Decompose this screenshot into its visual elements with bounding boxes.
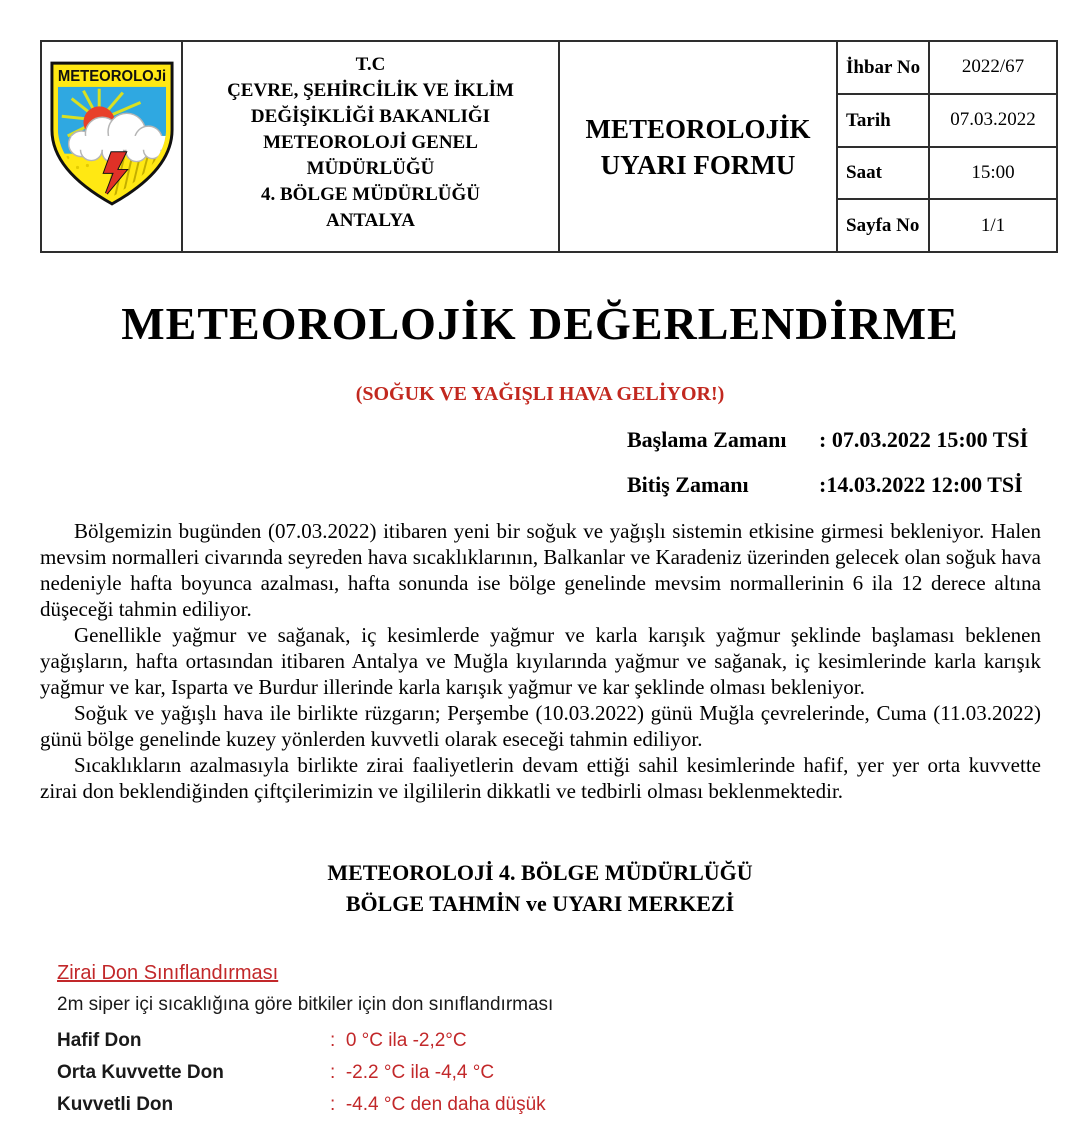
logo-wordmark: METEOROLOJi (57, 67, 166, 85)
start-time-value: : 07.03.2022 15:00 TSİ (819, 427, 1029, 452)
assessment-paragraph: Genellikle yağmur ve sağanak, iç kesimlerde yağmur ve karla karışık yağmur şeklinde başlaması beklenen yağışların, hafta ortasından itibaren Antalya ve Muğla kıyılarında yağmur ve sağanak, iç kesimlerinde karla karışık yağmur ve kar, Isparta ve Burdur illerinde karla karışık yağmur ve kar şeklinde olması bekleniyor. (40, 623, 1041, 699)
assessment-paragraph: Soğuk ve yağışlı hava ile birlikte rüzgarın; Perşembe (10.03.2022) günü Muğla çevrelerinde, Cuma (11.03.2022) günü bölge genelinde kuzey yönlerden kuvvetli olarak eseceği tahmin ediliyor. (40, 701, 1041, 751)
start-time-label: Başlama Zamanı (627, 427, 787, 452)
info-label: Tarih (838, 95, 930, 146)
assessment-paragraph: Bölgemizin bugünden (07.03.2022) itibaren yeni bir soğuk ve yağışlı sistemin etkisine girmesi bekleniyor. Halen mevsim normalleri civarında seyreden hava sıcaklıklarının, Balkanlar ve Karadeniz üzerinden gelecek olan soğuk hava nedeniyle hafta boyunca azalması, hafta sonunda ise bölge genelinde mevsim normallerinin 6 ila 12 derece altına düşeceği tahmin ediliyor. (40, 519, 1041, 621)
logo-cell (42, 42, 183, 251)
frost-value: : -2.2 °C ila -4,4 °C (330, 1062, 495, 1083)
frost-label: Orta Kuvvette Don (57, 1062, 224, 1083)
info-row-ihbar-no (838, 42, 1056, 95)
frost-row-orta (57, 1057, 553, 1089)
frost-heading: Zirai Don Sınıflandırması (57, 962, 279, 984)
start-time-row (627, 428, 1028, 452)
ministry-title-line: T.C (355, 54, 386, 75)
frost-value: : 0 °C ila -2,2°C (330, 1030, 467, 1051)
time-block (627, 428, 1028, 497)
ministry-title-line: ÇEVRE, ŞEHİRCİLİK VE İKLİM (227, 80, 514, 101)
frost-value: : -4.4 °C den daha düşük (330, 1094, 546, 1115)
signature-line: BÖLGE TAHMİN ve UYARI MERKEZİ (345, 891, 735, 916)
info-value: 07.03.2022 (950, 109, 1036, 131)
info-value: 15:00 (971, 161, 1015, 183)
end-time-label: Bitiş Zamanı (627, 472, 749, 497)
signature-block (0, 857, 1080, 919)
ministry-title (183, 42, 560, 251)
end-time-row (627, 473, 1028, 497)
page-title: METEOROLOJİK DEĞERLENDİRME (121, 298, 959, 349)
assessment-paragraph: Sıcaklıkların azalmasıyla birlikte zirai faaliyetlerin devam ettiği sahil kesimlerinde hafif, yer yer orta kuvvette zirai don beklendiğinden çiftçilerimizin ve ilgililerin dikkatli ve tedbirli olması beklenmektedir. (40, 753, 1041, 803)
assessment-body (40, 518, 1041, 804)
frost-row-hafif (57, 1025, 553, 1057)
form-info-table (838, 42, 1056, 251)
info-row-saat (838, 148, 1056, 201)
ministry-title-line: MÜDÜRLÜĞÜ (306, 158, 435, 179)
frost-row-kuvvetli (57, 1089, 553, 1121)
ministry-title-line: 4. BÖLGE MÜDÜRLÜĞÜ (260, 184, 481, 205)
frost-label: Hafif Don (57, 1030, 142, 1051)
frost-description: 2m siper içi sıcaklığına göre bitkiler için don sınıflandırması (57, 994, 554, 1015)
end-time-value: :14.03.2022 12:00 TSİ (819, 472, 1023, 497)
ministry-title-line: ANTALYA (325, 210, 416, 231)
meteoroloji-logo-icon (48, 58, 176, 208)
header-table (40, 40, 1058, 253)
ministry-title-line: DEĞİŞİKLİĞİ BAKANLIĞI (250, 106, 491, 127)
form-title-line: METEOROLOJİK (585, 113, 811, 144)
signature-line: METEOROLOJİ 4. BÖLGE MÜDÜRLÜĞÜ (327, 860, 753, 885)
form-title (560, 42, 838, 251)
info-label: İhbar No (838, 42, 930, 93)
info-label: Sayfa No (838, 200, 930, 251)
info-row-sayfa-no (838, 200, 1056, 251)
ministry-title-line: METEOROLOJİ GENEL (263, 132, 478, 153)
frost-classification-section (57, 962, 553, 1121)
frost-label: Kuvvetli Don (57, 1094, 174, 1115)
info-value: 2022/67 (961, 56, 1025, 78)
subtitle-warning: (SOĞUK VE YAĞIŞLI HAVA GELİYOR!) (355, 383, 725, 405)
info-label: Saat (838, 148, 930, 199)
form-title-line: UYARI FORMU (600, 149, 796, 180)
info-value: 1/1 (980, 214, 1006, 236)
info-row-tarih (838, 95, 1056, 148)
